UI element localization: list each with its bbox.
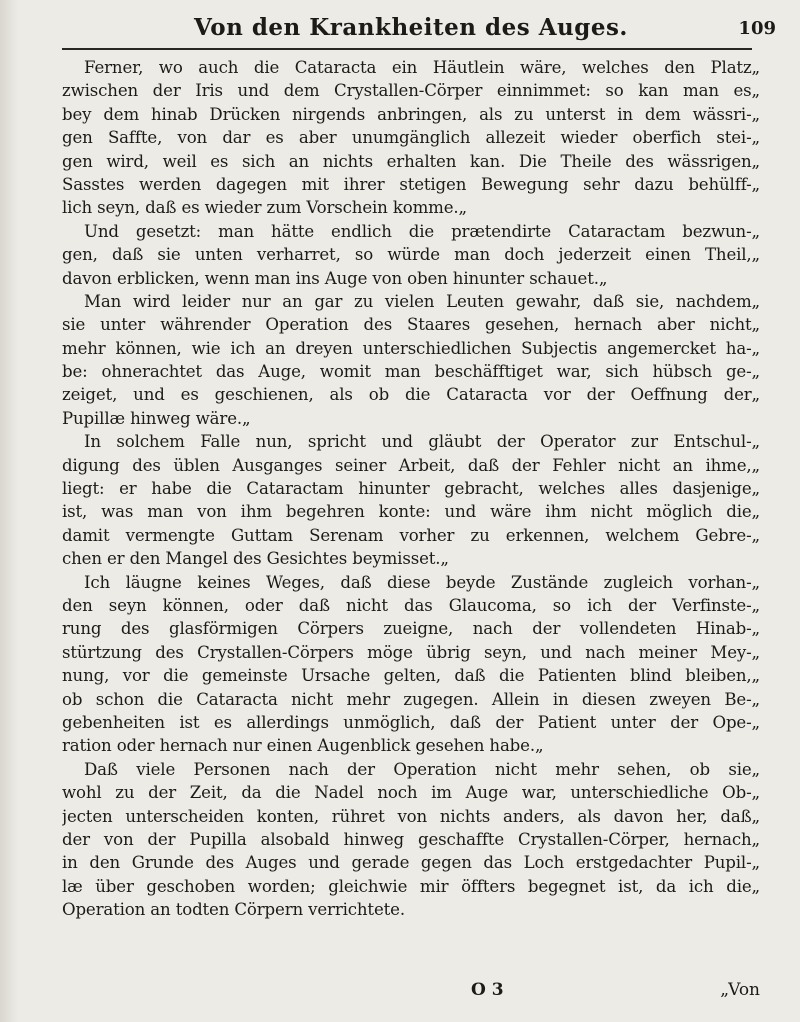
text-line: damit vermengte Guttam Serenam vorher zu erkennen, welchem Gebre-„ (62, 525, 760, 545)
text-line: gen Saffte, von dar es aber unumgänglich allezeit wieder oberfich stei-„ (62, 128, 760, 148)
page-gutter-shadow (0, 0, 18, 1022)
text-line: liegt: er habe die Cataractam hinunter gebracht, welches alles dasjenige„ (62, 479, 760, 499)
text-line: rung des glasförmigen Cörpers zueigne, nach der vollendeten Hinab-„ (62, 619, 760, 639)
text-line: lich seyn, daß es wieder zum Vorschein komme.„ (62, 198, 467, 218)
text-line: stürtzung des Crystallen-Cörpers möge übrig seyn, und nach meiner Mey-„ (62, 642, 760, 662)
text-line: be: ohnerachtet das Auge, womit man beschäfftiget war, sich hübsch ge-„ (62, 362, 760, 382)
text-line: læ über geschoben worden; gleichwie mir öffters begegnet ist, da ich die„ (62, 876, 760, 896)
text-line: Ferner, wo auch die Cataracta ein Häutlein wäre, welches den Platz„ (84, 58, 760, 77)
text-line: zeiget, und es geschienen, als ob die Cataracta vor der Oeffnung der„ (62, 385, 760, 405)
text-line: mehr können, wie ich an dreyen unterschiedlichen Subjectis angemercket ha-„ (62, 338, 760, 358)
text-line: in den Grunde des Auges und gerade gegen das Loch erstgedachter Pupil-„ (62, 853, 760, 873)
text-line: Daß viele Personen nach der Operation nicht mehr sehen, ob sie„ (84, 759, 760, 779)
text-line: der von der Pupilla alsobald hinweg geschaffte Crystallen-Cörper, hernach„ (62, 829, 760, 849)
text-line: Und gesetzt: man hätte endlich die prætendirte Cataractam bezwun-„ (84, 221, 760, 241)
text-line: davon erblicken, wenn man ins Auge von oben hinunter schauet.„ (62, 268, 608, 288)
text-line: chen er den Mangel des Gesichtes beymisset.„ (62, 549, 449, 569)
page-number: 109 (738, 18, 776, 39)
text-line: Operation an todten Cörpern verrichtete. (62, 900, 405, 920)
page-footer (62, 980, 760, 1008)
text-line: ration oder hernach nur einen Augenblick gesehen habe.„ (62, 736, 544, 756)
text-line: gebenheiten ist es allerdings unmöglich, daß der Patient unter der Ope-„ (62, 712, 760, 732)
running-head: Von den Krankheiten des Auges. (194, 14, 628, 41)
page-header (40, 8, 782, 48)
text-line: digung des üblen Ausganges seiner Arbeit, daß der Fehler nicht an ihme,„ (62, 455, 760, 475)
text-line: jecten unterscheiden konten, rühret von nichts anders, als davon her, daß„ (62, 806, 760, 826)
text-line: bey dem hinab Drücken nirgends anbringen, als zu unterst in dem wässri-„ (62, 104, 760, 124)
signature-mark: O 3 (471, 980, 504, 1000)
text-line: wohl zu der Zeit, da die Nadel noch im Auge war, unterschiedliche Ob-„ (62, 783, 760, 803)
text-line: In solchem Falle nun, spricht und gläubt der Operator zur Entschul-„ (84, 432, 760, 452)
text-line: sie unter währender Operation des Staares gesehen, hernach aber nicht„ (62, 315, 760, 335)
text-line: nung, vor die gemeinste Ursache gelten, daß die Patienten blind bleiben,„ (62, 666, 760, 686)
text-line: gen, daß sie unten verharret, so würde man doch jederzeit einen Theil,„ (62, 245, 760, 265)
body-text (62, 56, 760, 921)
text-line: ist, was man von ihm begehren konte: und wäre ihm nicht möglich die„ (62, 502, 760, 522)
text-line: ob schon die Cataracta nicht mehr zugegen. Allein in diesen zweyen Be-„ (62, 689, 760, 709)
text-line: zwischen der Iris und dem Crystallen-Cörper einnimmet: so kan man es„ (62, 81, 760, 101)
header-rule (62, 48, 752, 50)
text-line: den seyn können, oder daß nicht das Glaucoma, so ich der Verfinste-„ (62, 595, 760, 615)
text-line: Pupillæ hinweg wäre.„ (62, 408, 251, 428)
catchword: „Von (720, 980, 760, 1000)
text-line: Ich läugne keines Weges, daß diese beyde Zustände zugleich vorhan-„ (84, 572, 760, 592)
text-line: Man wird leider nur an gar zu vielen Leuten gewahr, daß sie, nachdem„ (84, 291, 760, 311)
text-line: Sasstes werden dagegen mit ihrer stetigen Bewegung sehr dazu behülff-„ (62, 174, 760, 194)
text-line: gen wird, weil es sich an nichts erhalten kan. Die Theile des wässrigen„ (62, 151, 760, 171)
